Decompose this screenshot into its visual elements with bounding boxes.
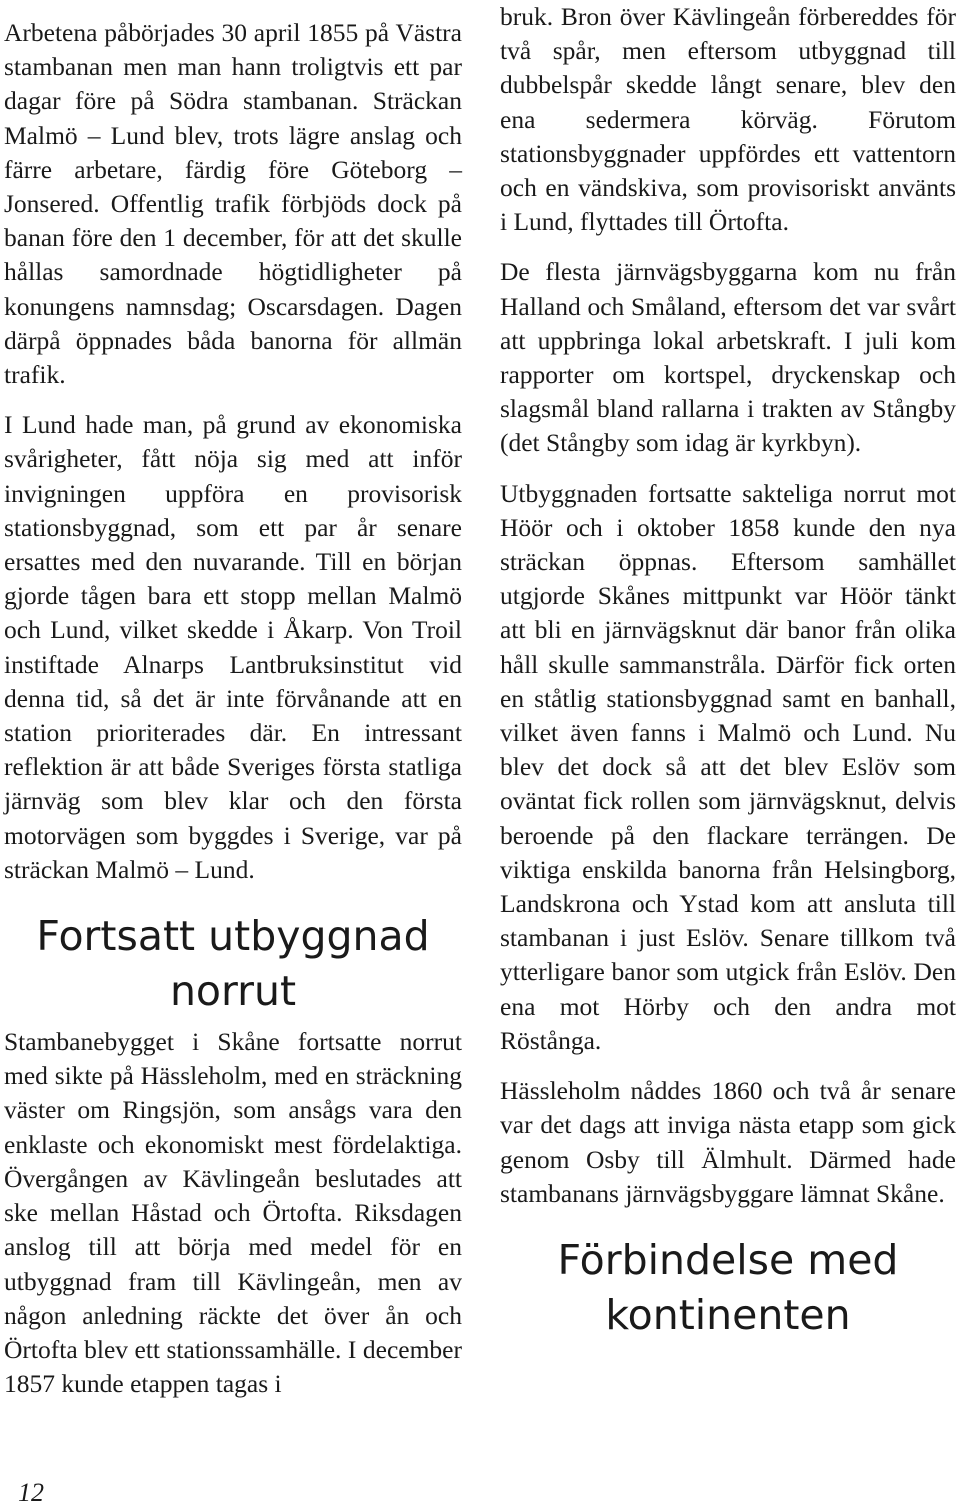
paragraph-kavlingean-bridge: bruk. Bron över Kävlingeån förbereddes för två spår, men eftersom utbyggnad till dubbelspår skedde långt senare, blev den ena sedermera körväg. Förutom stationsbyggnader uppfördes ett vattentorn och en vändskiva, som provisoriskt använts i Lund, flyttades till Örtofta.: [500, 2, 956, 237]
section-heading-continent-connection: Förbindelse med kontinenten: [557, 1235, 899, 1339]
paragraph-hassleholm: Hässleholm nåddes 1860 och två år senare var det dags att inviga nästa etapp som gick genom Osby till Älmhult. Därmed hade stambanans järnvägsbyggare lämnat Skåne.: [500, 1076, 956, 1208]
paragraph-lund-station: I Lund hade man, på grund av ekonomiska svårigheter, fått nöja sig med att inför invigningen uppföra en provisorisk stationsbyggnad, som ett par år senare ersattes med den nuvarande. Till en början gjorde tågen bara ett stopp mellan Malmö och Lund, vilket skedde i Åkarp. Von Troil instiftade Alnarps Lantbruksinstitut vid denna tid, så det är inte förvånande att en station prioriterades där. En intressant reflektion är att både Sveriges första statliga järnväg som blev klar och den första motorvägen som byggdes i Sverige, var på sträckan Malmö – Lund.: [4, 410, 462, 884]
page-number: 12: [18, 1478, 44, 1507]
paragraph-hoor-eslov: Utbyggnaden fortsatte sakteliga norrut mot Höör och i oktober 1858 kunde den nya sträckan öppnas. Eftersom samhället utgjorde Skånes mittpunkt var Höör tänkt att bli en järnvägsknut där banor från olika håll skulle sammanstråla. Därför fick orten en ståtlig stationsbyggnad samt en banhall, vilket även fanns i Malmö och Lund. Nu blev det dock så att det blev Eslöv som oväntat fick rollen som järnvägsknut, delvis beroende på den flackare terrängen. De viktiga enskilda banorna från Helsingborg, Landskrona och Ystad kom att ansluta till stambanan i just Eslöv. Senare tillkom två ytterligare banor som utgick från Eslöv. Den ena mot Hörby och den andra mot Röstånga.: [500, 478, 956, 1055]
paragraph-stambane-skane: Stambanebygget i Skåne fortsatte norrut med sikte på Hässleholm, med en sträckning väster om Ringsjön, som ansågs vara den enklaste och ekonomiskt mest fördelaktiga. Övergången av Kävlingeån beslutades att ske mellan Håstad och Örtofta. Riksdagen anslog till att börja med medel för en utbyggnad fram till Kävlingeån, men av någon anledning räckte det över ån och Örtofta blev ett stationssamhälle. I december 1857 kunde etappen tagas i: [4, 1027, 462, 1399]
section-heading-expansion-north: Fortsatt utbyggnad norrut: [36, 912, 430, 1016]
left-column: [4, 16, 462, 1417]
paragraph-construction-start: Arbetena påbörjades 30 april 1855 på Västra stambanan men man hann troligtvis ett par dagar före på Södra stambanan. Sträckan Malmö – Lund blev, trots lägre anslag och färre arbetare, färdig före Göteborg – Jonsered. Offentlig trafik förbjöds dock på banan före den 1 december, för att det skulle hållas samordnade högtidligheter på konungens namnsdag; Oscarsdagen. Dagen därpå öppnades båda banorna för allmän trafik.: [4, 18, 462, 390]
right-column: [500, 0, 956, 1343]
paragraph-railway-workers: De flesta järnvägsbyggarna kom nu från Halland och Småland, eftersom det var svårt att uppbringa lokal arbetskraft. I juli kom rapporter om kortspel, dryckenskap och slagsmål bland rallarna i trakten av Stångby (det Stångby som idag är kyrkbyn).: [500, 257, 956, 458]
